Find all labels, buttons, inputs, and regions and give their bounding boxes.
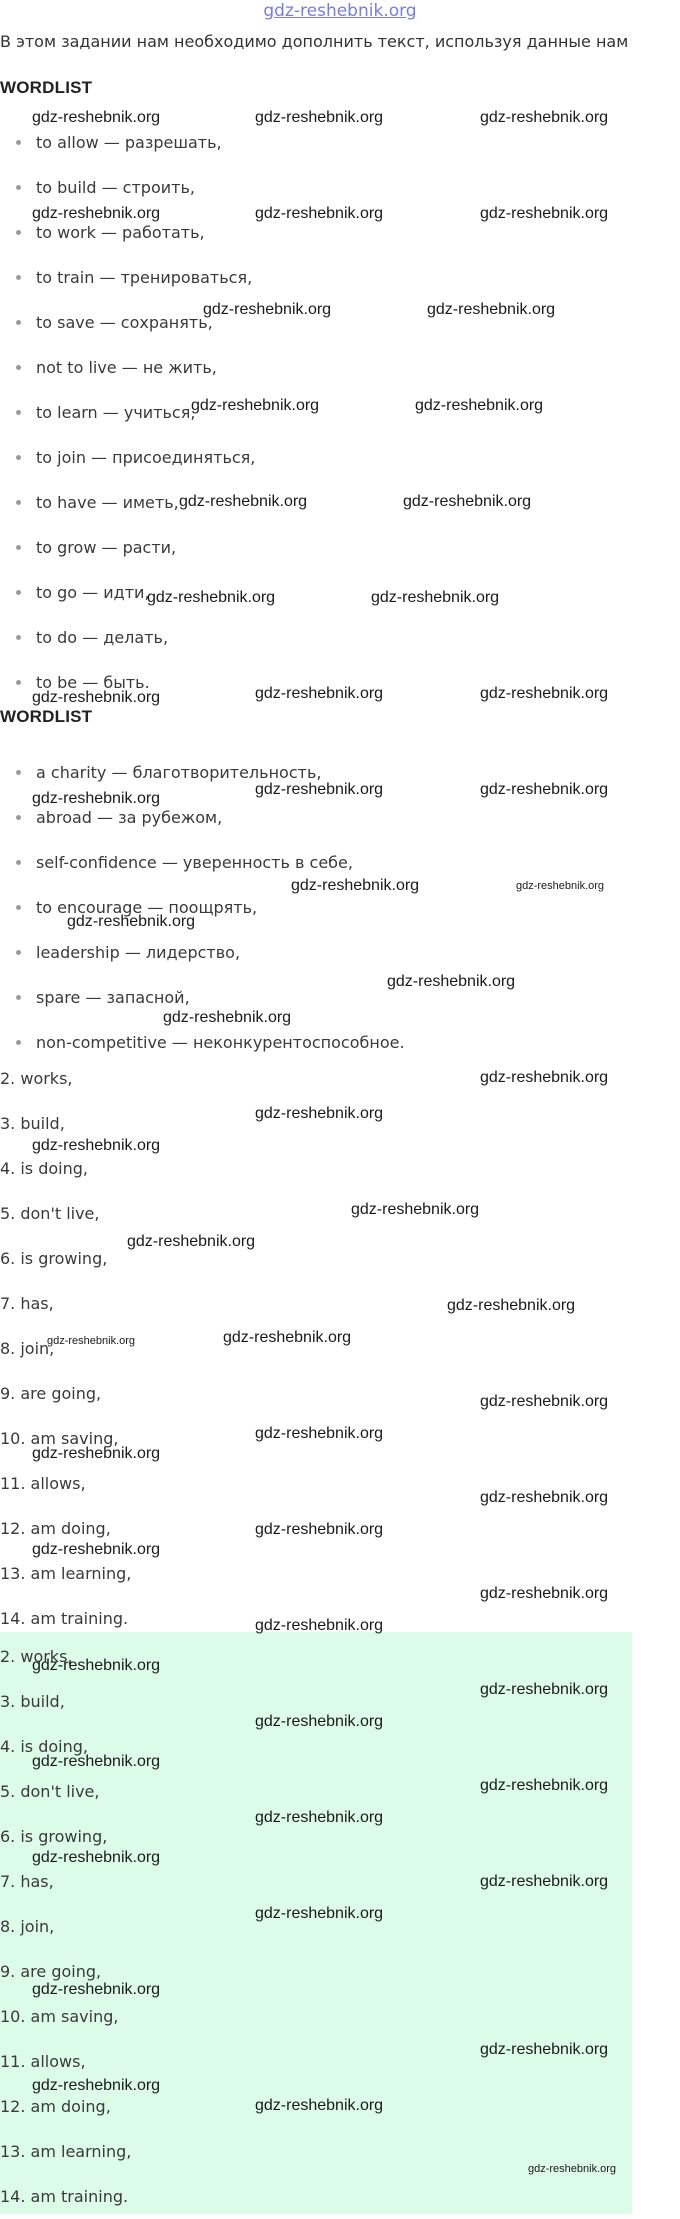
wordlist-heading-2: WORDLIST	[0, 707, 93, 726]
answers-highlighted-block	[0, 1632, 632, 2214]
answer-item: 11. allows,	[0, 1474, 86, 1493]
list-item: to allow — разрешать,	[0, 120, 255, 165]
list-item: to encourage — поощрять,	[0, 885, 405, 930]
bullet-icon	[16, 680, 21, 685]
answer-item: 3. build,	[0, 1692, 65, 1711]
watermark: gdz-reshebnik.org	[255, 781, 384, 798]
watermark: gdz-reshebnik.org	[179, 493, 308, 510]
answer-item: 8. join,	[0, 1917, 55, 1936]
watermark: gdz-reshebnik.org	[32, 790, 161, 807]
bullet-icon	[16, 500, 21, 505]
bullet-icon	[16, 140, 21, 145]
list-item: to be — быть.	[0, 660, 255, 705]
list-item: to work — работать,	[0, 210, 255, 255]
watermark: gdz-reshebnik.org	[47, 1335, 136, 1347]
answer-item: 6. is growing,	[0, 1827, 108, 1846]
watermark: gdz-reshebnik.org	[32, 1445, 161, 1462]
list-item: self-confidence — уверенность в себе,	[0, 840, 405, 885]
watermark: gdz-reshebnik.org	[32, 1541, 161, 1558]
list-item: to train — тренироваться,	[0, 255, 255, 300]
list-item: a charity — благотворительность,	[0, 750, 405, 795]
bullet-icon	[16, 230, 21, 235]
list-item: to join — присоединяться,	[0, 435, 255, 480]
list-item: spare — запасной,	[0, 975, 405, 1020]
watermark: gdz-reshebnik.org	[255, 205, 384, 222]
answer-item: 9. are going,	[0, 1962, 102, 1981]
watermark: gdz-reshebnik.org	[203, 301, 332, 318]
list-item: abroad — за рубежом,	[0, 795, 405, 840]
answer-item: 7. has,	[0, 1294, 54, 1313]
bullet-icon	[16, 815, 21, 820]
watermark: gdz-reshebnik.org	[32, 2077, 161, 2094]
answer-item: 2. works,	[0, 1647, 73, 1666]
list-item: to build — строить,	[0, 165, 255, 210]
watermark: gdz-reshebnik.org	[480, 205, 609, 222]
watermark: gdz-reshebnik.org	[223, 1329, 352, 1346]
answer-item: 3. build,	[0, 1114, 65, 1133]
answer-item: 12. am doing,	[0, 1519, 111, 1538]
answer-item: 8. join,	[0, 1339, 55, 1358]
watermark: gdz-reshebnik.org	[191, 397, 320, 414]
watermark: gdz-reshebnik.org	[32, 1137, 161, 1154]
bullet-icon	[16, 365, 21, 370]
answer-item: 13. am learning,	[0, 2142, 132, 2161]
bullet-icon	[16, 860, 21, 865]
watermark: gdz-reshebnik.org	[447, 1297, 576, 1314]
watermark: gdz-reshebnik.org	[255, 1809, 384, 1826]
list-item: to save — сохранять,	[0, 300, 255, 345]
bullet-icon	[16, 320, 21, 325]
watermark: gdz-reshebnik.org	[127, 1233, 256, 1250]
watermark: gdz-reshebnik.org	[255, 1425, 384, 1442]
bullet-icon	[16, 590, 21, 595]
answer-item: 9. are going,	[0, 1384, 102, 1403]
answer-item: 7. has,	[0, 1872, 54, 1891]
wordlist-1	[0, 120, 255, 705]
bullet-icon	[16, 635, 21, 640]
watermark: gdz-reshebnik.org	[32, 205, 161, 222]
bullet-icon	[16, 185, 21, 190]
watermark: gdz-reshebnik.org	[32, 1849, 161, 1866]
watermark: gdz-reshebnik.org	[427, 301, 556, 318]
answer-item: 14. am training.	[0, 1609, 129, 1628]
bullet-icon	[16, 995, 21, 1000]
answer-item: 14. am training.	[0, 2187, 129, 2206]
watermark: gdz-reshebnik.org	[255, 2097, 384, 2114]
answers-list	[0, 1056, 632, 1641]
bullet-icon	[16, 905, 21, 910]
bullet-icon	[16, 455, 21, 460]
watermark: gdz-reshebnik.org	[147, 589, 276, 606]
watermark: gdz-reshebnik.org	[32, 109, 161, 126]
list-item: not to live — не жить,	[0, 345, 255, 390]
bullet-icon	[16, 410, 21, 415]
watermark: gdz-reshebnik.org	[32, 689, 161, 706]
watermark: gdz-reshebnik.org	[480, 109, 609, 126]
list-item: to learn — учиться,	[0, 390, 255, 435]
watermark: gdz-reshebnik.org	[255, 1105, 384, 1122]
watermark: gdz-reshebnik.org	[516, 880, 605, 892]
answer-item: 11. allows,	[0, 2052, 86, 2071]
watermark: gdz-reshebnik.org	[480, 1873, 609, 1890]
watermark: gdz-reshebnik.org	[480, 1489, 609, 1506]
watermark: gdz-reshebnik.org	[480, 1681, 609, 1698]
list-item: leadership — лидерство,	[0, 930, 405, 975]
bullet-icon	[16, 275, 21, 280]
watermark: gdz-reshebnik.org	[415, 397, 544, 414]
watermark: gdz-reshebnik.org	[163, 1009, 292, 1026]
answer-item: 4. is doing,	[0, 1737, 88, 1756]
answer-item: 5. don't live,	[0, 1204, 100, 1223]
answer-item: 2. works,	[0, 1069, 73, 1088]
list-item: to grow — расти,	[0, 525, 255, 570]
watermark: gdz-reshebnik.org	[480, 2041, 609, 2058]
intro-text: В этом задании нам необходимо дополнить текст, используя данные нам	[0, 32, 629, 51]
watermark: gdz-reshebnik.org	[255, 1521, 384, 1538]
bullet-icon	[16, 545, 21, 550]
watermark: gdz-reshebnik.org	[403, 493, 532, 510]
watermark: gdz-reshebnik.org	[32, 1657, 161, 1674]
watermark: gdz-reshebnik.org	[255, 1905, 384, 1922]
list-item: non-competitive — неконкурентоспособное.	[0, 1020, 405, 1065]
watermark: gdz-reshebnik.org	[32, 1981, 161, 1998]
bullet-icon	[16, 770, 21, 775]
answer-item: 13. am learning,	[0, 1564, 132, 1583]
watermark: gdz-reshebnik.org	[387, 973, 516, 990]
watermark: gdz-reshebnik.org	[255, 109, 384, 126]
watermark: gdz-reshebnik.org	[480, 1069, 609, 1086]
watermark: gdz-reshebnik.org	[67, 913, 196, 930]
answer-item: 5. don't live,	[0, 1782, 100, 1801]
watermark: gdz-reshebnik.org	[480, 685, 609, 702]
answer-item: 12. am doing,	[0, 2097, 111, 2116]
bullet-icon	[16, 950, 21, 955]
watermark: gdz-reshebnik.org	[371, 589, 500, 606]
answer-item: 4. is doing,	[0, 1159, 88, 1178]
watermark: gdz-reshebnik.org	[480, 781, 609, 798]
answer-item: 10. am saving,	[0, 1429, 119, 1448]
bullet-icon	[16, 1040, 21, 1045]
wordlist-heading-1: WORDLIST	[0, 78, 93, 97]
answer-item: 10. am saving,	[0, 2007, 119, 2026]
list-item: to go — идти,	[0, 570, 255, 615]
watermark: gdz-reshebnik.org	[32, 1753, 161, 1770]
site-link[interactable]: gdz-reshebnik.org	[263, 1, 417, 21]
watermark: gdz-reshebnik.org	[255, 685, 384, 702]
watermark: gdz-reshebnik.org	[255, 1617, 384, 1634]
wordlist-2	[0, 750, 405, 1065]
watermark: gdz-reshebnik.org	[528, 2163, 617, 2175]
watermark: gdz-reshebnik.org	[351, 1201, 480, 1218]
watermark: gdz-reshebnik.org	[291, 877, 420, 894]
answer-item: 6. is growing,	[0, 1249, 108, 1268]
watermark: gdz-reshebnik.org	[480, 1393, 609, 1410]
watermark: gdz-reshebnik.org	[480, 1777, 609, 1794]
watermark: gdz-reshebnik.org	[480, 1585, 609, 1602]
list-item: to do — делать,	[0, 615, 255, 660]
list-item: to have — иметь,	[0, 480, 255, 525]
watermark: gdz-reshebnik.org	[255, 1713, 384, 1730]
